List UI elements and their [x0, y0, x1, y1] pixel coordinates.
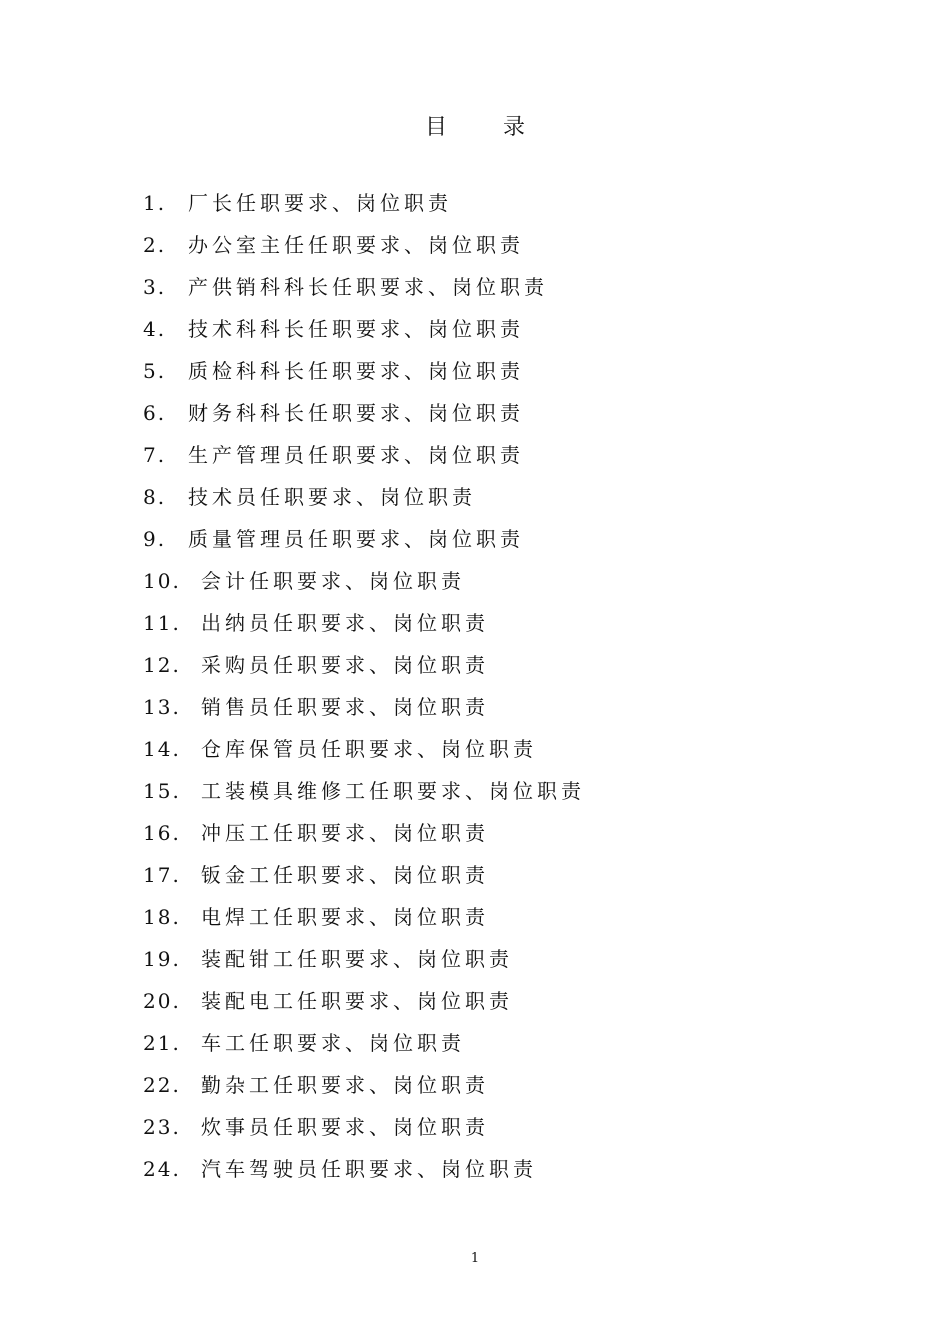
toc-entry-title: 炊事员任职要求、岗位职责	[201, 1115, 489, 1139]
toc-entry-number: 14.	[143, 737, 181, 761]
toc-entry	[143, 350, 585, 392]
toc-entry-number: 20.	[143, 989, 181, 1013]
toc-entry	[143, 518, 585, 560]
toc-entry-number: 16.	[143, 821, 181, 845]
toc-entry-number: 8.	[143, 485, 167, 509]
toc-entry-number: 7.	[143, 443, 167, 467]
toc-entry	[143, 224, 585, 266]
toc-entry-number: 3.	[143, 275, 167, 299]
toc-entry-title: 厂长任职要求、岗位职责	[188, 191, 452, 215]
toc-entry-title: 汽车驾驶员任职要求、岗位职责	[201, 1157, 537, 1181]
toc-entry-title: 办公室主任任职要求、岗位职责	[188, 233, 524, 257]
toc-entry-title: 会计任职要求、岗位职责	[201, 569, 465, 593]
toc-entry-number: 19.	[143, 947, 181, 971]
toc-entry-title: 采购员任职要求、岗位职责	[201, 653, 489, 677]
toc-entry-number: 6.	[143, 401, 167, 425]
toc-entry	[143, 1022, 585, 1064]
toc-entry	[143, 686, 585, 728]
toc-entry	[143, 476, 585, 518]
toc-entry	[143, 644, 585, 686]
toc-entry	[143, 266, 585, 308]
toc-entry	[143, 560, 585, 602]
toc-entry	[143, 980, 585, 1022]
toc-entry	[143, 854, 585, 896]
toc-entry-number: 21.	[143, 1031, 181, 1055]
toc-entry-title: 产供销科科长任职要求、岗位职责	[188, 275, 548, 299]
toc-entry-title: 技术员任职要求、岗位职责	[188, 485, 476, 509]
toc-entry-title: 质检科科长任职要求、岗位职责	[188, 359, 524, 383]
toc-entry-number: 18.	[143, 905, 181, 929]
toc-entry-number: 24.	[143, 1157, 181, 1181]
table-of-contents	[143, 182, 585, 1190]
toc-entry-number: 1.	[143, 191, 167, 215]
toc-entry-title: 销售员任职要求、岗位职责	[201, 695, 489, 719]
toc-entry	[143, 938, 585, 980]
toc-entry	[143, 308, 585, 350]
toc-entry-number: 10.	[143, 569, 181, 593]
toc-entry	[143, 812, 585, 854]
toc-entry	[143, 896, 585, 938]
toc-entry-number: 13.	[143, 695, 181, 719]
toc-entry	[143, 1148, 585, 1190]
toc-entry-title: 装配钳工任职要求、岗位职责	[201, 947, 513, 971]
toc-entry	[143, 602, 585, 644]
toc-entry-number: 12.	[143, 653, 181, 677]
toc-entry-title: 出纳员任职要求、岗位职责	[201, 611, 489, 635]
toc-entry	[143, 1064, 585, 1106]
toc-entry	[143, 1106, 585, 1148]
toc-entry-title: 冲压工任职要求、岗位职责	[201, 821, 489, 845]
toc-entry	[143, 392, 585, 434]
toc-entry-title: 电焊工任职要求、岗位职责	[201, 905, 489, 929]
toc-entry-title: 钣金工任职要求、岗位职责	[201, 863, 489, 887]
toc-entry	[143, 182, 585, 224]
toc-entry-title: 生产管理员任职要求、岗位职责	[188, 443, 524, 467]
toc-entry-title: 勤杂工任职要求、岗位职责	[201, 1073, 489, 1097]
toc-entry-number: 2.	[143, 233, 167, 257]
toc-entry-number: 17.	[143, 863, 181, 887]
toc-entry-number: 5.	[143, 359, 167, 383]
toc-entry-title: 质量管理员任职要求、岗位职责	[188, 527, 524, 551]
toc-entry	[143, 770, 585, 812]
toc-entry-title: 装配电工任职要求、岗位职责	[201, 989, 513, 1013]
toc-entry-title: 财务科科长任职要求、岗位职责	[188, 401, 524, 425]
toc-entry-number: 15.	[143, 779, 181, 803]
toc-entry-title: 车工任职要求、岗位职责	[201, 1031, 465, 1055]
toc-entry-number: 4.	[143, 317, 167, 341]
toc-entry-number: 22.	[143, 1073, 181, 1097]
toc-entry-title: 技术科科长任职要求、岗位职责	[188, 317, 524, 341]
toc-entry-number: 11.	[143, 611, 181, 635]
toc-entry	[143, 434, 585, 476]
page-number: 1	[470, 1251, 480, 1266]
toc-entry-title: 仓库保管员任职要求、岗位职责	[201, 737, 537, 761]
toc-entry-number: 9.	[143, 527, 167, 551]
page-title: 目 录	[425, 115, 525, 140]
toc-entry	[143, 728, 585, 770]
toc-entry-title: 工装模具维修工任职要求、岗位职责	[201, 779, 585, 803]
toc-entry-number: 23.	[143, 1115, 181, 1139]
